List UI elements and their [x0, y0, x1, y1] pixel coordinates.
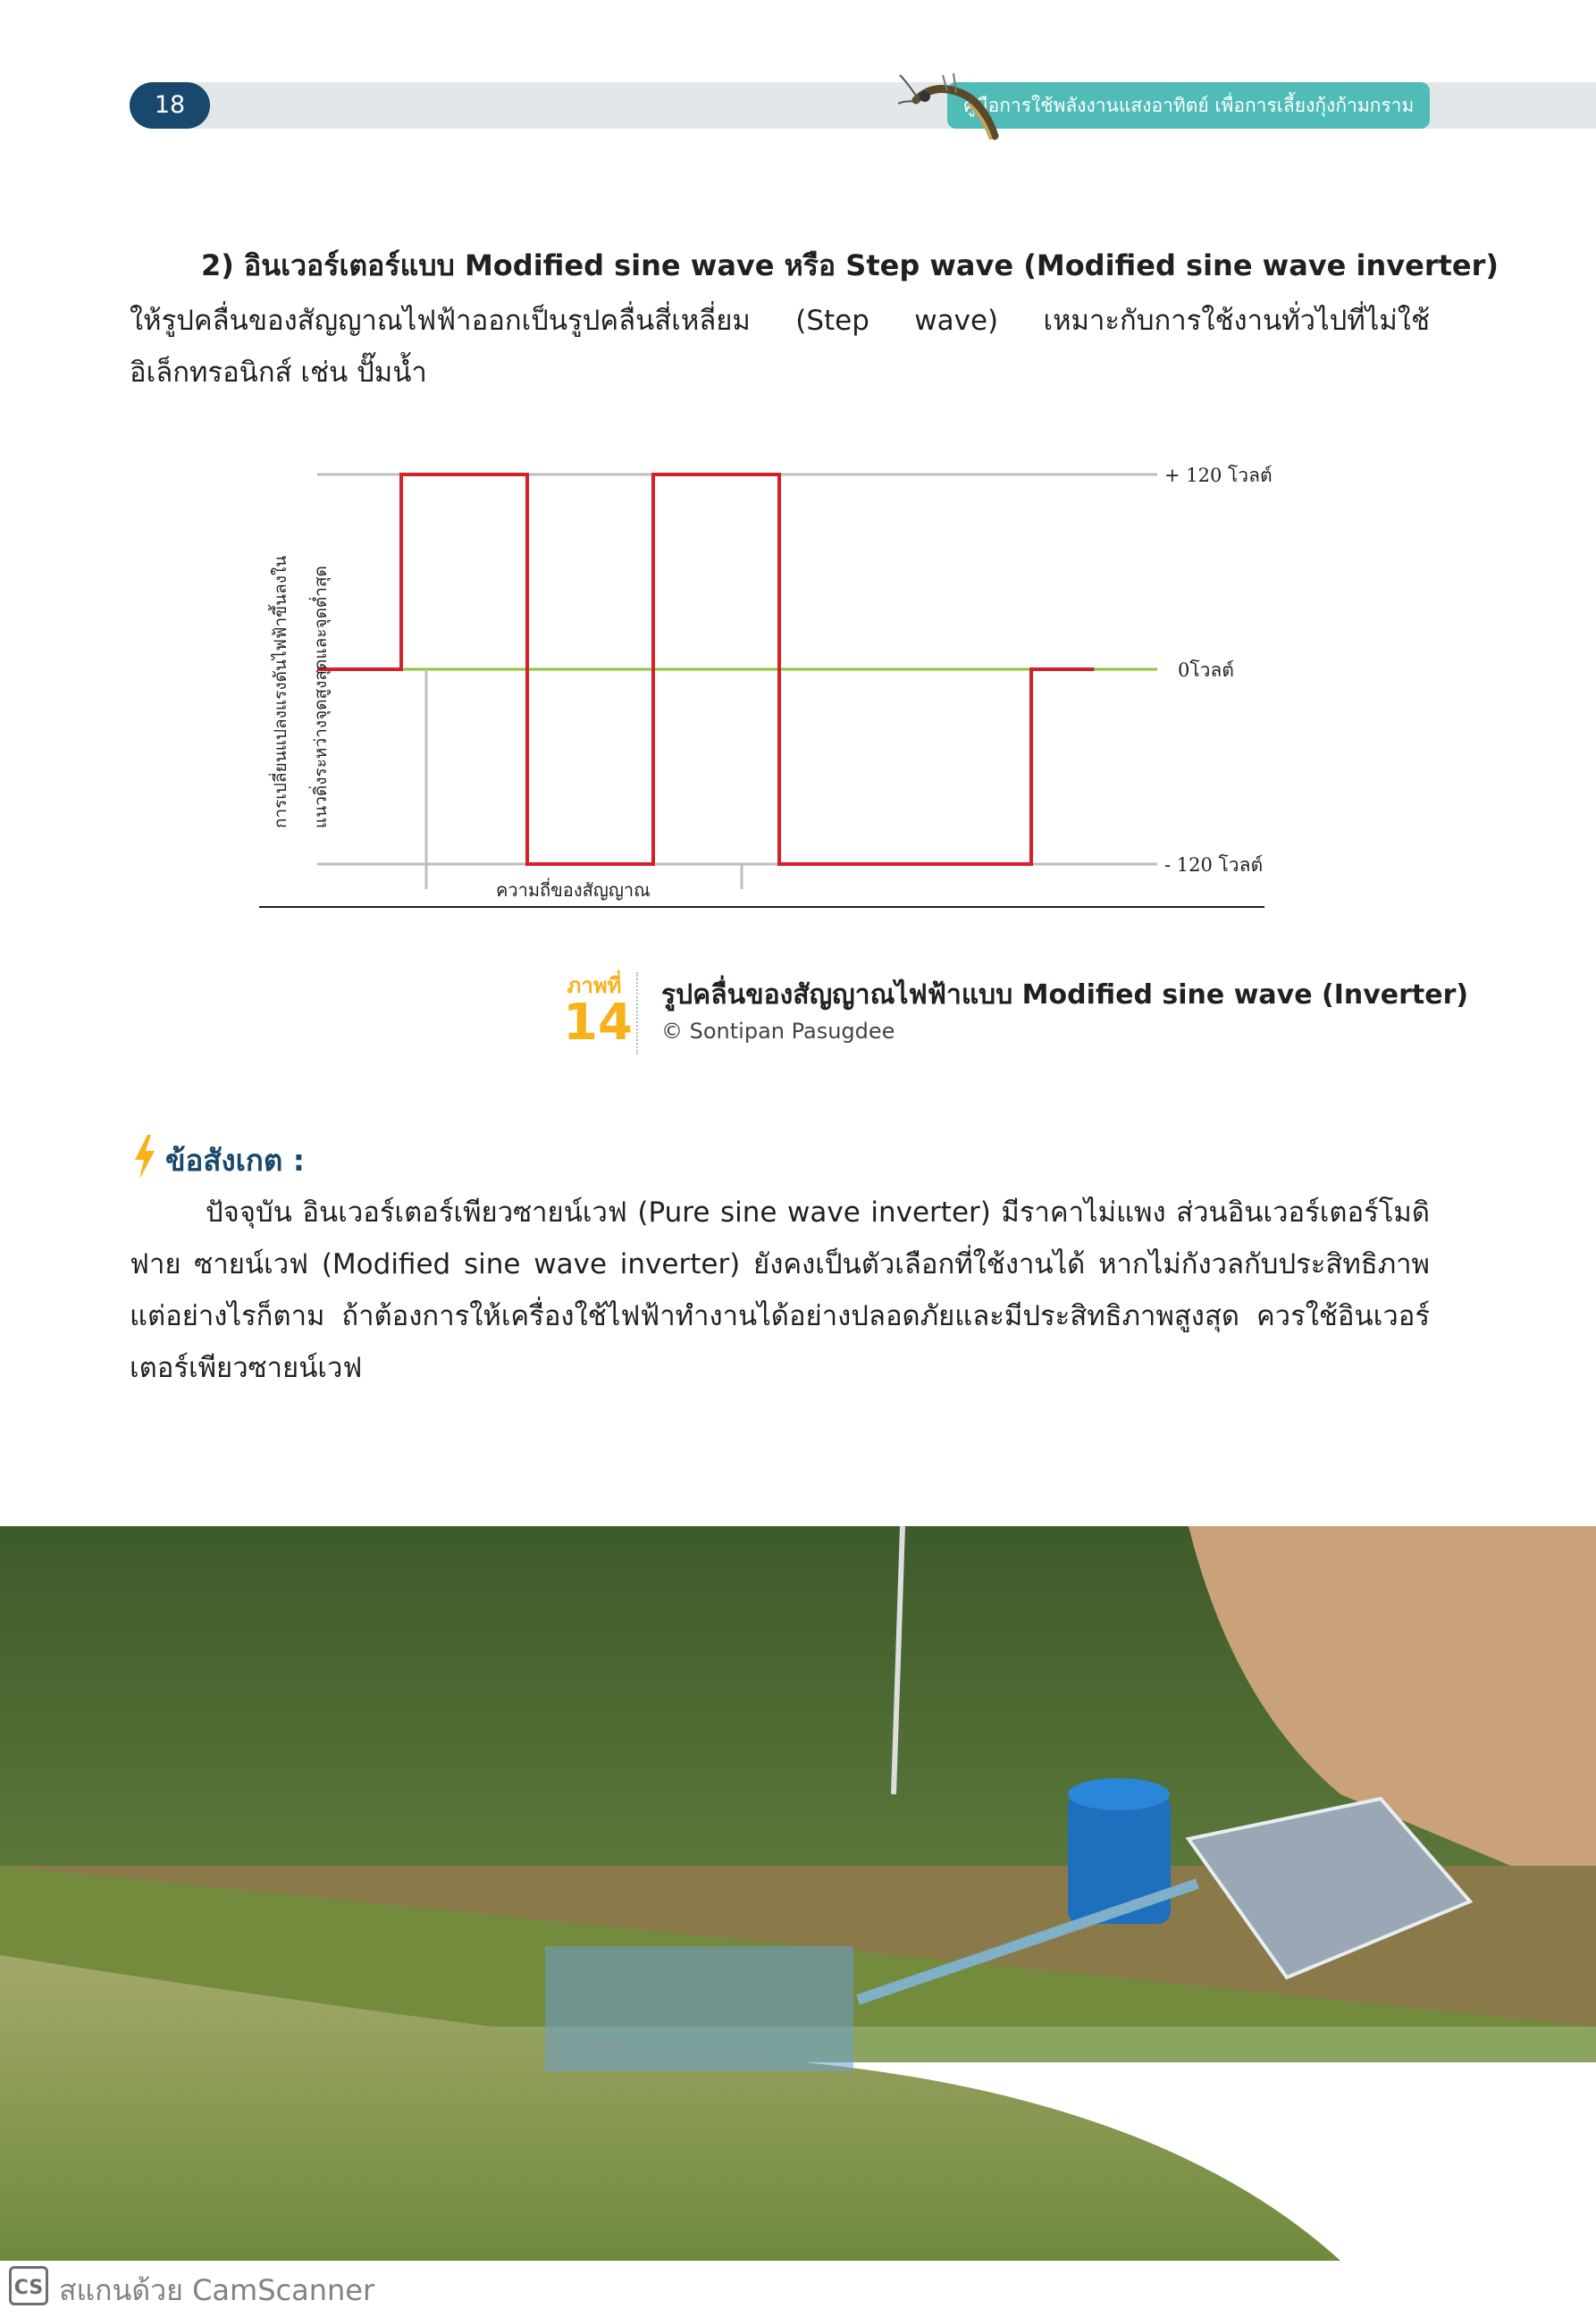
camscanner-logo: CS [9, 2266, 48, 2305]
page-number: 18 [130, 82, 210, 129]
fish-net [545, 1946, 853, 2071]
running-header-title: คู่มือการใช้พลังงานแสงอาทิตย์ เพื่อการเลี้ยงกุ้งก้ามกราม [947, 82, 1430, 129]
water-tank [1068, 1794, 1171, 1924]
shrimp-pond-solar-photo [0, 1526, 1596, 2261]
modified-sine-wave-chart [241, 442, 1287, 920]
figure-word: ภาพที่ [567, 973, 622, 998]
x-axis-label: ความถี่ของสัญญาณ [496, 879, 651, 901]
water-tank-top [1068, 1778, 1170, 1810]
section-heading: 2) อินเวอร์เตอร์แบบ Modified sine wave หรือ Step wave (Modified sine wave inverter) [201, 248, 1499, 282]
y-axis-label-line-1: การเปลี่ยนแปลงแรงดันไฟฟ้าขึ้นลงใน [271, 555, 290, 828]
prawn-icon [898, 64, 1001, 145]
caption-divider [636, 972, 638, 1054]
figure-caption-title: รูปคลื่นของสัญญาณไฟฟ้าแบบ Modified sine wave (Inverter) [661, 979, 1469, 1011]
label-minus-120: - 120 โวลต์ [1164, 854, 1264, 876]
scanner-watermark-text: สแกนด้วย CamScanner [59, 2273, 375, 2307]
lightning-icon [131, 1135, 158, 1179]
figure-credit: © Sontipan Pasugdee [661, 1019, 895, 1044]
figure-number: 14 [563, 994, 633, 1052]
label-plus-120: + 120 โวลต์ [1164, 465, 1273, 486]
y-axis-label-line-2: แนวดิ่งระหว่างจุดสูงสุดและจุดต่ำสุด [311, 566, 331, 828]
intro-paragraph: ให้รูปคลื่นของสัญญาณไฟฟ้าออกเป็นรูปคลื่นสี่เหลี่ยม (Step wave) เหมาะกับการใช้งานทั่วไปที่ไม่ใช้อิเล็กทรอนิกส์ เช่น ปั๊มน้ำ [130, 305, 1430, 389]
note-paragraph: ปัจจุบัน อินเวอร์เตอร์เพียวซายน์เวฟ (Pure sine wave inverter) มีราคาไม่แพง ส่วนอินเวอร์เตอร์โมดิฟาย ซายน์เวฟ (Modified sine wave inverter) ยังคงเป็นตัวเลือกที่ใช้งานได้ หากไม่กังวลกับประสิทธิภาพ แต่อย่างไรก็ตาม ถ้าต้องการให้เครื่องใช้ไฟฟ้าทำงานได้อย่างปลอดภัยและมีประสิทธิภาพสูงสุด ควรใช้อินเวอร์เตอร์เพียวซายน์เวฟ [130, 1196, 1430, 1384]
label-zero: 0โวลต์ [1178, 659, 1234, 681]
note-heading: ข้อสังเกต : [165, 1143, 306, 1178]
figure-label [563, 973, 633, 1052]
